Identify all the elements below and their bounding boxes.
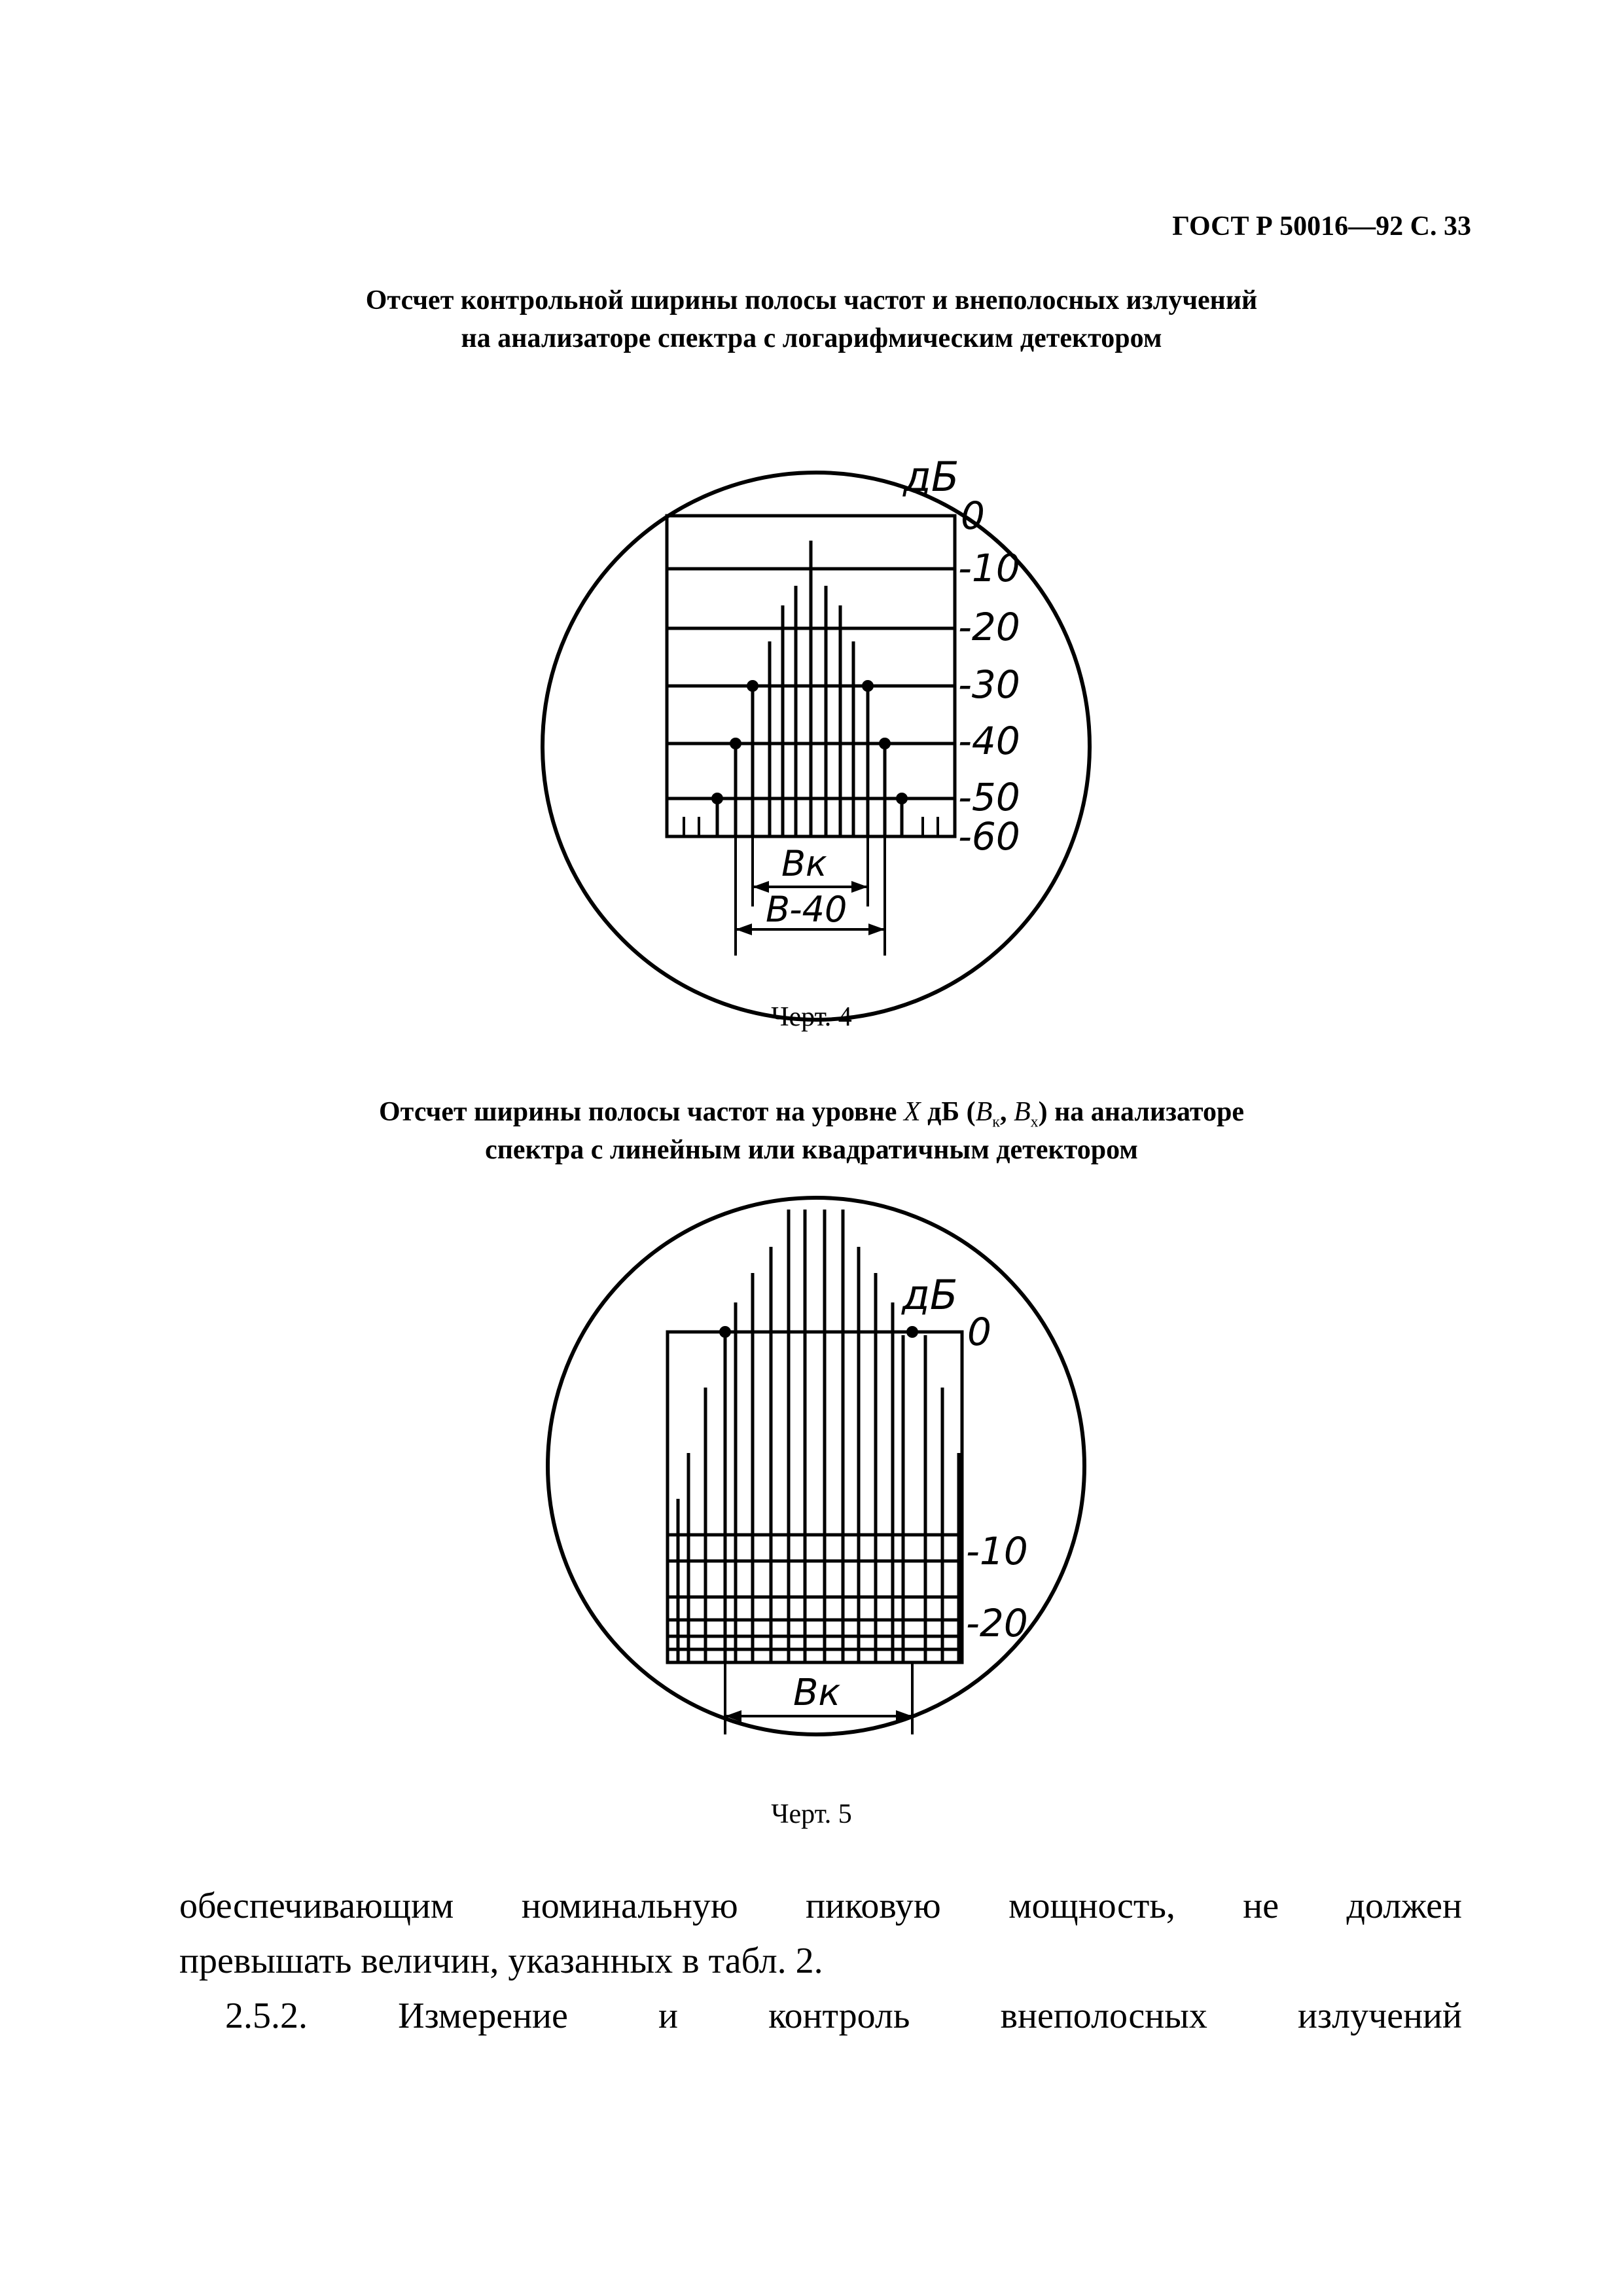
figure5-grid <box>668 1332 962 1662</box>
figure4-caption: Черт. 4 <box>771 1002 852 1032</box>
figure4-bk-label: Bк <box>781 843 827 884</box>
figure5-unit-label: дБ <box>902 1271 958 1319</box>
figure5-title-line1: Отсчет ширины полосы частот на уровне X дБ ($B_к$, $B_х$) на анализаторе <box>379 1097 1244 1131</box>
figure5-scale-minus10: -10 <box>966 1529 1028 1573</box>
body-line-1: обеспечивающим номинальную пиковую мощность, не должен <box>179 1886 1462 1926</box>
figure4-b40-label: B-40 <box>766 889 847 930</box>
body-line-3: 2.5.2. Измерение и контроль внеполосных излучений <box>225 1996 1462 2036</box>
figure4-scale-minus50: -50 <box>958 775 1020 819</box>
figure4-scale-minus30: -30 <box>958 662 1020 707</box>
figure4-scale-minus40: -40 <box>958 719 1020 763</box>
page-header: ГОСТ Р 50016—92 С. 33 <box>1172 211 1471 242</box>
figure5-scale-minus20: -20 <box>966 1601 1028 1645</box>
figure5-caption: Черт. 5 <box>771 1799 852 1829</box>
figure4-scale-minus20: -20 <box>958 605 1020 649</box>
body-line-2: превышать величин, указанных в табл. 2. <box>179 1941 823 1981</box>
figure5-scale-0: 0 <box>967 1310 991 1354</box>
figure4-scale-0: 0 <box>961 493 985 538</box>
figure4-title-line2: на анализаторе спектра с логарифмическим детектором <box>461 323 1162 353</box>
figure5-title-line2: спектра с линейным или квадратичным детектором <box>485 1135 1138 1165</box>
figure5-bk-label: Bк <box>793 1672 841 1714</box>
figure5-screen-circle <box>548 1198 1084 1734</box>
figure4-title-line1: Отсчет контрольной ширины полосы частот и внеполосных излучений <box>365 285 1258 315</box>
figure4-scale-minus60: -60 <box>958 814 1020 859</box>
figure4-scale-minus10: -10 <box>958 546 1020 590</box>
figure4-unit-label: дБ <box>903 453 959 501</box>
